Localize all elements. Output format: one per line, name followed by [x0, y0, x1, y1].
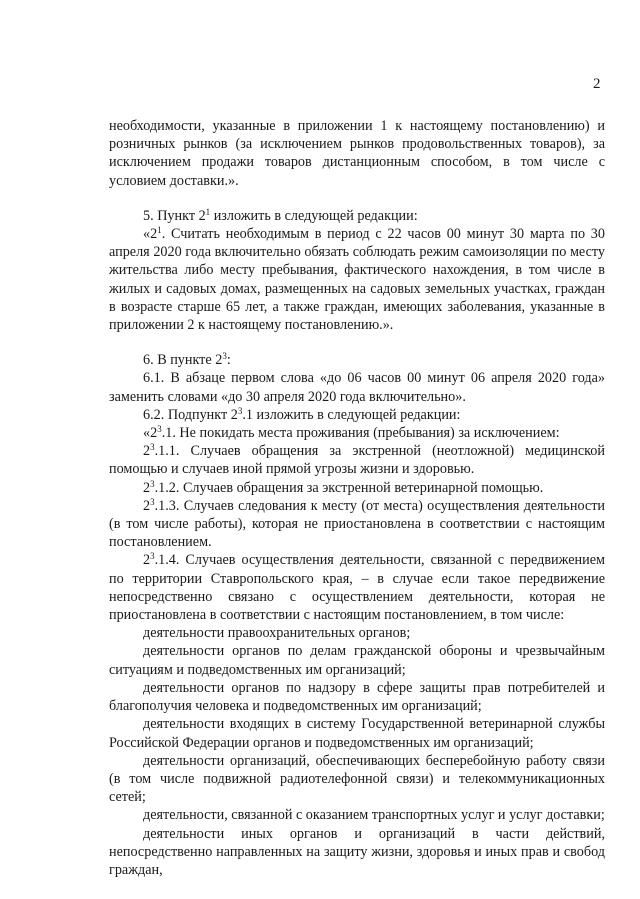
paragraph-text: .1. Не покидать места проживания (пребывания) за исключением: [161, 425, 560, 442]
page-number: 2 [593, 76, 601, 92]
superscript: 1 [157, 225, 162, 236]
paragraph [109, 752, 605, 807]
paragraph-text: 6.1. В абзаце первом слова «до 06 часов 00 минут 06 апреля 2020 года» заменить словами «до 30 апреля 2020 года включительно». [109, 370, 605, 405]
paragraph [109, 806, 605, 824]
paragraph-text: 6. В пункте 2 [143, 352, 223, 369]
paragraph-text: .1.1. Случаев обращения за экстренной (неотложной) медицинской помощью и случаев иной прямой угрозы жизни и здоровью. [109, 443, 605, 478]
superscript: 3 [150, 478, 155, 489]
paragraph [109, 825, 605, 880]
paragraph-text: «2 [143, 226, 158, 243]
paragraph-text: : [226, 352, 231, 369]
paragraph [109, 479, 605, 497]
paragraph [109, 624, 605, 642]
paragraph [109, 424, 605, 442]
paragraph-text: деятельности организаций, обеспечивающих бесперебойную работу связи (в том числе подвижной радиотелефонной связи) и телекоммуникационных сетей; [109, 752, 605, 806]
paragraph-text: .1.2. Случаев обращения за экстренной ветеринарной помощью. [154, 479, 544, 496]
superscript: 1 [205, 206, 211, 217]
paragraph-text: 2 [143, 443, 151, 460]
superscript: 3 [157, 424, 162, 435]
paragraph [109, 679, 605, 715]
paragraph [109, 642, 605, 678]
paragraph-text: «2 [143, 425, 158, 442]
paragraph-text: 5. Пункт 2 [143, 207, 206, 224]
paragraph-text: . Считать необходимым в период с 22 часов 00 минут 30 марта по 30 апреля 2020 года включительно обязать соблюдать режим самоизоляции по месту жительства либо месту пребывания, фактического нахождения, в том числе в жилых и садовых домах, размещенных на садовых земельных участках, граждан в возрасте старше 65 лет, а также граждан, имеющих заболевания, указанные в приложении 2 к настоящему постановлению.». [109, 226, 605, 334]
paragraph-text: деятельности иных органов и организаций в части действий, непосредственно направленных на защиту жизни, здоровья и иных прав и свобод граждан, [109, 825, 605, 878]
paragraph [109, 497, 605, 552]
paragraph [109, 225, 605, 334]
paragraph-text: .1.3. Случаев следования к месту (от места) осуществления деятельности (в том числе работы), которая не приостановлена в соответствии с настоящим постановлением. [109, 497, 605, 551]
paragraph-text: 6.2. Подпункт 2 [143, 406, 238, 423]
superscript: 3 [150, 442, 155, 453]
paragraph-text: деятельности правоохранительных органов; [143, 625, 411, 642]
paragraph [109, 442, 605, 478]
paragraph [109, 369, 605, 405]
document-body [109, 117, 605, 879]
paragraph-text: деятельности органов по надзору в сфере защиты прав потребителей и благополучия человека и подведомственных им организаций; [109, 679, 605, 715]
paragraph-text: деятельности, связанной с оказанием транспортных услуг и услуг доставки; [143, 807, 605, 824]
paragraph-text: 2 [143, 497, 151, 514]
paragraph-gap [109, 190, 605, 207]
paragraph-text: деятельности органов по делам гражданской обороны и чрезвычайным ситуациям и подведомственных им организаций; [109, 643, 605, 678]
paragraph-text: изложить в следующей редакции: [210, 207, 418, 224]
paragraph-text: необходимости, указанные в приложении 1 к настоящему постановлению) и розничных рынков (за исключением рынков продовольственных товаров), за исключением продажи товаров дистанционным способом, в том числе с условием доставки.». [109, 118, 605, 189]
paragraph [109, 406, 605, 424]
superscript: 3 [222, 351, 227, 362]
paragraph [109, 351, 605, 369]
paragraph-text: деятельности входящих в систему Государственной ветеринарной службы Российской Федерации органов и подведомственных им организаций; [109, 716, 605, 751]
paragraph [109, 715, 605, 751]
paragraph-text: 2 [143, 479, 151, 496]
paragraph-text: 2 [143, 552, 151, 569]
paragraph [109, 551, 605, 624]
paragraph-gap [109, 334, 605, 351]
paragraph-text: .1 изложить в следующей редакции: [242, 406, 461, 423]
paragraph [109, 117, 605, 190]
superscript: 3 [150, 551, 155, 562]
paragraph-text: .1.4. Случаев осуществления деятельности, связанной с передвижением по территории Ставропольского края, – в случае если такое передвижение непосредственно связано с осуществлением деятельности, которая не приостановлена в соответствии с настоящим постановлением, в том числе: [109, 552, 605, 624]
superscript: 3 [150, 496, 155, 507]
paragraph [109, 207, 605, 225]
superscript: 3 [237, 405, 243, 416]
